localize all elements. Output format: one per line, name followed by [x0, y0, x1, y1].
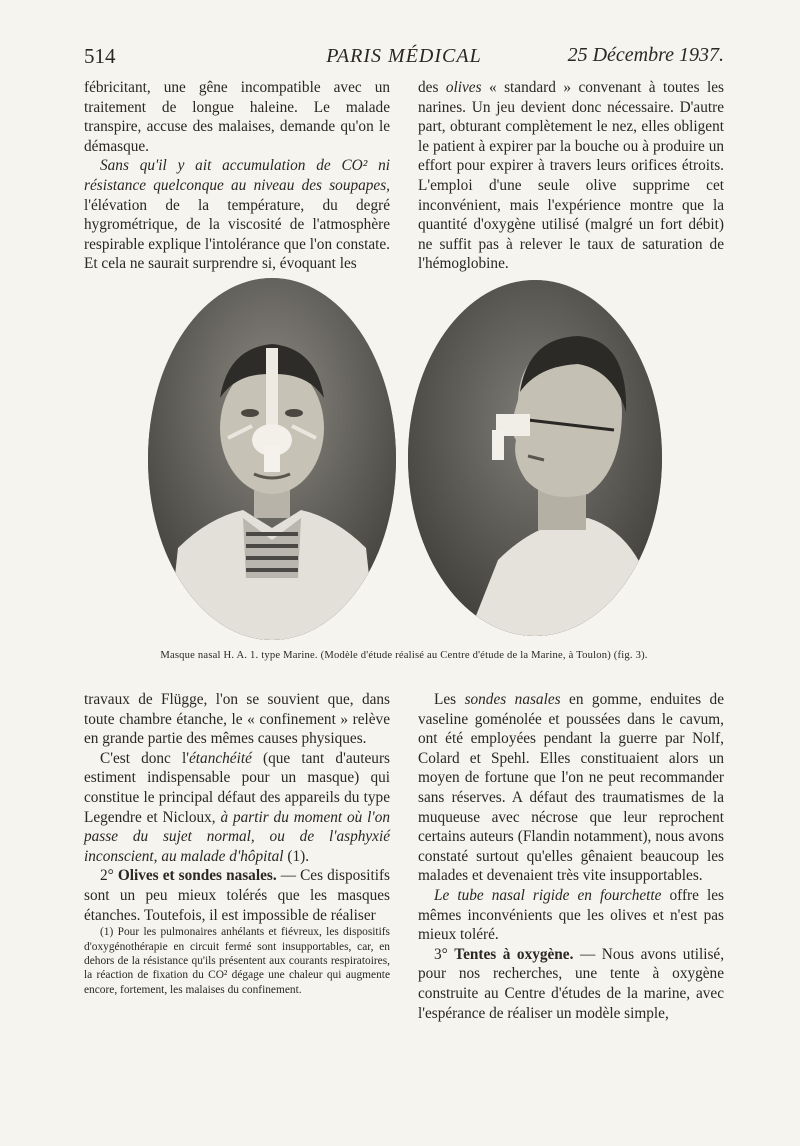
italic-text: sondes nasales — [464, 691, 561, 708]
paragraph — [84, 749, 390, 867]
paragraph — [418, 886, 724, 945]
text: l'élévation de la température, du degré hygrométrique, de la viscosité de l'atmosphère respirable explique l'intolérance que l'on constate. Et cela ne saurait surprendre si, évoquant les — [84, 196, 390, 273]
text: des — [418, 79, 446, 96]
italic-text: Sans qu'il y ait accumulation de CO² ni résistance quelconque au niveau des soupapes, — [84, 157, 390, 194]
section-number: 2° — [100, 867, 118, 885]
bottom-right-column — [418, 690, 724, 1023]
text: C'est donc l' — [100, 749, 189, 767]
text: offre les mêmes inconvénients que les olives et n'est pas mieux toléré. — [418, 886, 724, 944]
footnote: (1) Pour les pulmonaires anhélants et fiévreux, les dispositifs d'oxygénothérapie en circuit fermé sont insupportables, car, en dehors de la résistance qu'ils présentent aux courants respiratoires, la réaction de fixation du CO² dégage une chaleur qui augmente encore, fortement, les malaises du confinement. — [84, 926, 390, 996]
paragraph — [84, 156, 390, 274]
top-left-column — [84, 78, 390, 274]
section-heading: Olives et sondes nasales. — [117, 867, 277, 885]
text: Les — [434, 691, 465, 708]
journal-title: PARIS MÉDICAL — [326, 45, 482, 67]
paragraph — [418, 78, 724, 274]
paragraph — [418, 690, 724, 886]
italic-text: étanchéité — [189, 749, 252, 767]
text: — Ces dispositifs sont un peu mieux tolérés que les masques étanches. Toutefois, il est impossible de réaliser — [84, 867, 390, 924]
photo-front-view — [148, 278, 396, 640]
page-number: 514 — [84, 44, 116, 68]
top-right-column — [418, 78, 724, 274]
bottom-left-column — [84, 690, 390, 997]
section-number: 3° — [434, 945, 455, 963]
running-header — [84, 44, 724, 72]
section-paragraph — [418, 945, 724, 1023]
italic-text: Le tube nasal rigide en fourchette — [434, 886, 662, 904]
section-paragraph — [84, 866, 390, 925]
paragraph: fébricitant, une gêne incompatible avec un traitement de longue haleine. Le malade transpire, accuse des malaises, demande qu'on le démasque. — [84, 79, 390, 155]
italic-text: à partir du moment où l'on passe du sujet normal, ou de l'asphyxié inconscient, au malade d'hôpital — [84, 808, 390, 865]
italic-text: olives — [445, 79, 482, 96]
issue-date: 25 Décembre 1937. — [567, 44, 724, 66]
text: — Nous avons utilisé, pour nos recherches, une tente à oxygène construite au Centre d'études de la marine, avec l'espérance de réaliser un modèle simple, — [418, 945, 725, 1022]
text: « standard » convenant à toutes les narines. Un jeu devient donc nécessaire. D'autre part, obturant complètement le nez, elles obligent le patient à expirer par la bouche ou à produire un effort pour expirer à travers leurs orifices étroits. L'emploi d'une seule olive supprime cet inconvénient, mais l'expérience montre que la quantité d'oxygène utilisé (malgré un fort débit) ne suffit pas à relever le taux de saturation de l'hémoglobine. — [418, 79, 724, 273]
paragraph: travaux de Flügge, l'on se souvient que, dans toute chambre étanche, le « confinement » relève en grande partie des mêmes causes physiques. — [84, 691, 390, 748]
photo-profile-view — [408, 280, 662, 636]
text: en gomme, enduites de vaseline goménolée et poussées dans le cavum, ont été employées pendant la guerre par Nolf, Colard et Spehl. Elles constituaient alors un moyen de fortune que l'on ne peut recommander sans réserves. A défaut des traumatismes de la muqueuse avec nécrose que leur reprochent certains auteurs (Flandin notamment), nous avons constaté surtout qu'elles gênaient beaucoup les malades et devenaient très vite insupportables. — [418, 691, 724, 885]
section-heading: Tentes à oxygène. — [454, 945, 574, 963]
text: (1). — [283, 847, 310, 865]
text: (que tant d'auteurs estiment indispensable pour un masque) qui constitue le principal défaut des appareils du type Legendre et Nicloux, — [84, 749, 391, 826]
figure-caption: Masque nasal H. A. 1. type Marine. (Modèle d'étude réalisé au Centre d'étude de la Marine, à Toulon) (fig. 3). — [160, 650, 648, 661]
